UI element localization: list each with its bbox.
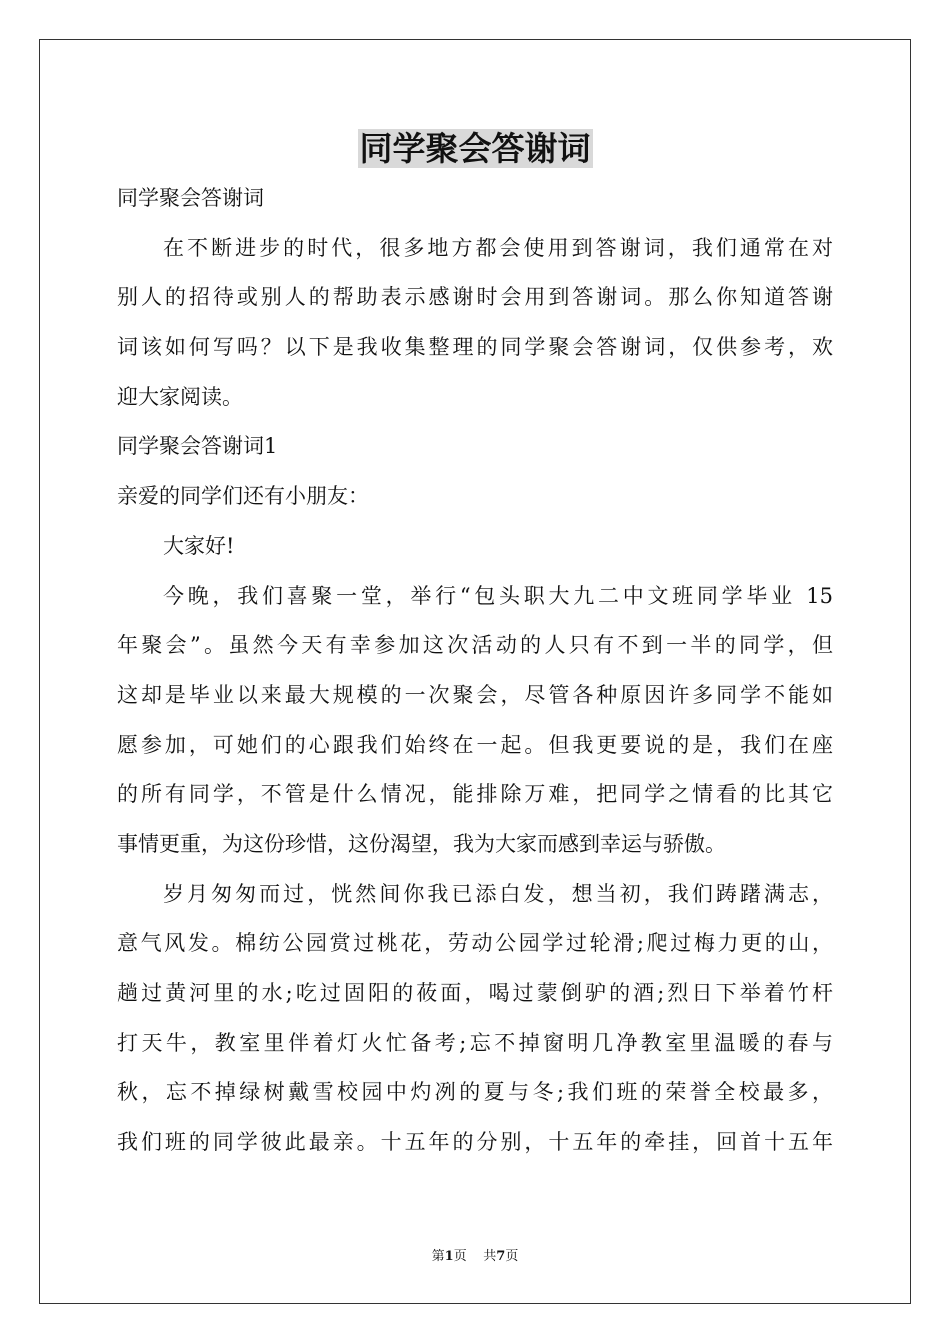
text-line: 事情更重，为这份珍惜，这份渴望，我为大家而感到幸运与骄傲。 — [117, 831, 726, 856]
text-line: 我们班的同学彼此最亲。十五年的分别，十五年的牵挂，回首十五年 — [117, 1130, 833, 1155]
text-line: 的所有同学，不管是什么情况，能排除万难，把同学之情看的比其它 — [117, 782, 833, 807]
text-line: 打天牛，教室里伴着灯火忙备考;忘不掉窗明几净教室里温暖的春与 — [117, 1030, 833, 1055]
text-line: 年聚会”。虽然今天有幸参加这次活动的人只有不到一半的同学，但 — [117, 633, 833, 658]
text-line: 同学聚会答谢词1 — [117, 434, 278, 459]
footer-page-prefix: 第 — [431, 1249, 445, 1264]
text-line: 秋，忘不掉绿树戴雪校园中灼冽的夏与冬;我们班的荣誉全校最多， — [117, 1080, 833, 1105]
text-line: 这却是毕业以来最大规模的一次聚会，尽管各种原因许多同学不能如 — [117, 682, 833, 707]
text-line: 愿参加，可她们的心跟我们始终在一起。但我更要说的是，我们在座 — [117, 732, 833, 757]
text-line: 在不断进步的时代，很多地方都会使用到答谢词，我们通常在对 — [163, 235, 833, 260]
text-line: 意气风发。棉纺公园赏过桃花，劳动公园学过轮滑;爬过梅力更的山， — [117, 931, 833, 956]
text-line: 趟过黄河里的水;吃过固阳的莜面，喝过蒙倒驴的酒;烈日下举着竹杆 — [117, 981, 833, 1005]
footer-page-suffix: 页 — [453, 1249, 467, 1264]
document-title-text: 同学聚会答谢词 — [359, 129, 591, 168]
text-line: 岁月匆匆而过，恍然间你我已添白发，想当初，我们踌躇满志， — [163, 881, 833, 906]
document-title — [0, 124, 950, 174]
text-line: 词该如何写吗？以下是我收集整理的同学聚会答谢词，仅供参考，欢 — [117, 335, 833, 360]
text-line: 迎大家阅读。 — [117, 384, 243, 409]
page-footer — [0, 1247, 950, 1267]
text-line: 别人的招待或别人的帮助表示感谢时会用到答谢词。那么你知道答谢 — [117, 285, 833, 310]
footer-total-pages: 7 — [496, 1249, 506, 1264]
text-line: 亲爱的同学们还有小朋友： — [117, 484, 369, 509]
footer-total-suffix: 页 — [505, 1249, 519, 1264]
footer-total-prefix: 共 — [483, 1249, 497, 1264]
text-line: 大家好! — [163, 533, 235, 558]
text-line: 同学聚会答谢词 — [117, 186, 264, 210]
document-body — [117, 174, 833, 1168]
footer-page-number: 1 — [444, 1249, 454, 1264]
text-line: 今晚，我们喜聚一堂，举行“包头职大九二中文班同学毕业 15 — [163, 583, 833, 608]
